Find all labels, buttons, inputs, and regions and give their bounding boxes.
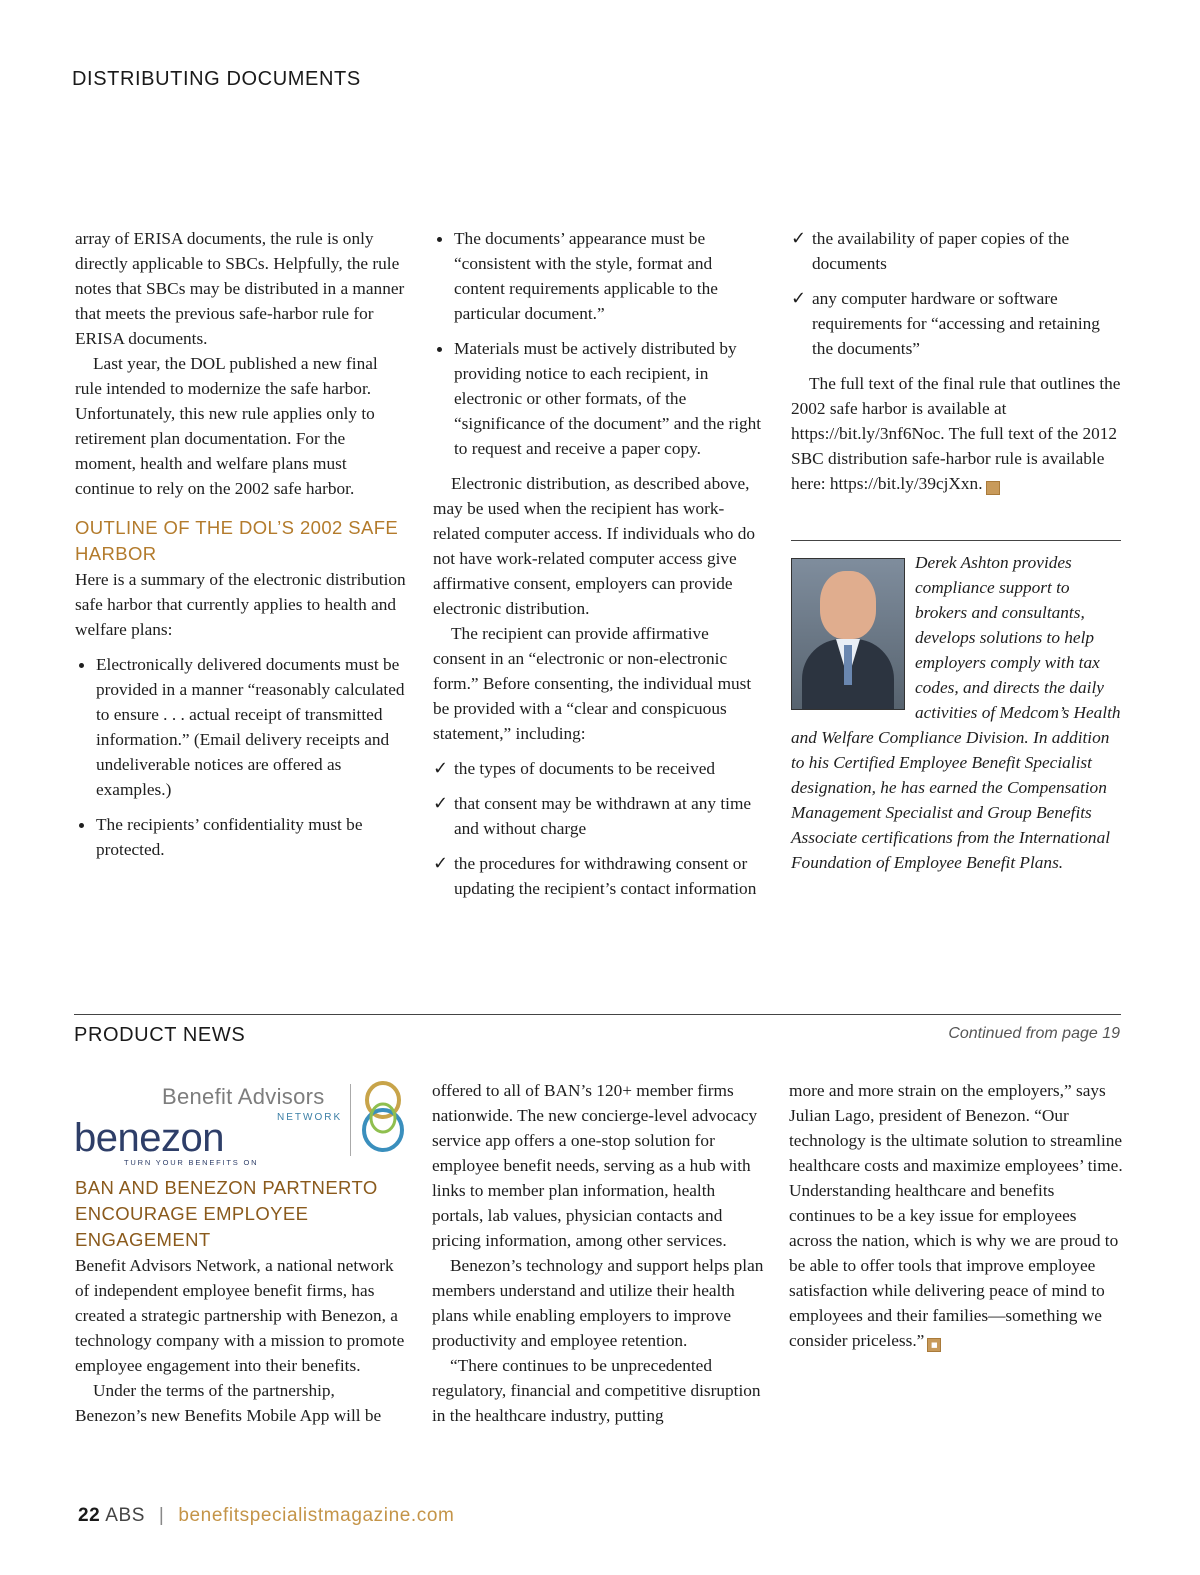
list-item: Materials must be actively distributed by providing notice to each recipient, in electronic or other formats, of the “significance of the document” and the right to request and receive a paper copy. — [433, 336, 765, 461]
checkmark-icon: ✓ — [433, 853, 449, 874]
divider — [791, 540, 1121, 541]
ban-logo-network: NETWORK — [277, 1112, 343, 1123]
list-item: The recipients’ confidentiality must be protected. — [75, 812, 407, 862]
bullet-list — [433, 226, 765, 461]
page-number: 22 — [78, 1505, 101, 1526]
checklist-item: ✓ the availability of paper copies of the documents — [791, 228, 1070, 273]
ban-infinity-icon — [358, 1078, 408, 1154]
divider — [350, 1084, 351, 1156]
website-link[interactable]: benefitspecialistmagazine.com — [178, 1505, 455, 1526]
list-item: The documents’ appearance must be “consistent with the style, format and content requirements applicable to the particular document.” — [433, 226, 765, 326]
checklist-item: ✓ any computer hardware or software requirements for “accessing and retaining the documents” — [791, 288, 1100, 358]
section-title: DISTRIBUTING DOCUMENTS — [72, 68, 361, 90]
author-bio: Derek Ashton provides compliance support to brokers and consultants, develops solutions to help employers comply with tax codes, and directs the daily activities of Medcom’s Health and Welfare Compliance Division. In addition to his Certified Employee Benefit Specialist designation, he has earned the Compensation Management Specialist and Group Benefits Associate certifications from the International Foundation of Employee Benefit Plans. — [791, 553, 1121, 872]
paragraph: Electronic distribution, as described above, may be used when the recipient has work-related computer access. If individuals who do not have work-related computer access give affirmative consent, employers can provide electronic distribution. — [433, 474, 755, 618]
checkmark-icon: ✓ — [433, 758, 449, 779]
article-column-2 — [433, 226, 765, 911]
benezon-logo-text: benezon — [74, 1116, 224, 1160]
news-headline: BAN AND BENEZON PARTNERTO ENCOURAGE EMPLOYEE ENGAGEMENT — [75, 1177, 378, 1250]
news-column-3 — [789, 1078, 1123, 1353]
checklist-item: ✓ that consent may be withdrawn at any time and without charge — [433, 793, 752, 838]
news-column-1 — [75, 1175, 407, 1428]
checklist-item: ✓ the types of documents to be received — [433, 758, 716, 779]
end-mark-icon: ■ — [986, 481, 1000, 495]
paragraph: Benezon’s technology and support helps plan members understand and utilize their health plans while enabling employers to improve productivity and employee retention. — [432, 1256, 764, 1350]
page-footer — [78, 1505, 455, 1527]
benezon-tagline: TURN YOUR BENEFITS ON — [124, 1158, 259, 1167]
checkmark-icon: ✓ — [791, 228, 807, 249]
list-item: Electronically delivered documents must be provided in a manner “reasonably calculated to ensure . . . actual receipt of transmitted information.” (Email delivery receipts and undeliverable notices are offered as examples.) — [75, 652, 407, 802]
end-mark-icon: ■ — [927, 1338, 941, 1352]
article-column-1 — [75, 226, 407, 872]
news-column-2 — [432, 1078, 764, 1428]
paragraph: Here is a summary of the electronic distribution safe harbor that currently applies to health and welfare plans: — [75, 570, 406, 639]
paragraph: array of ERISA documents, the rule is only directly applicable to SBCs. Helpfully, the rule notes that SBCs may be distributed in a manner that meets the previous safe-harbor rule for ERISA documents. — [75, 229, 405, 348]
paragraph: “There continues to be unprecedented regulatory, financial and competitive disruption in the healthcare industry, putting — [432, 1356, 761, 1425]
paragraph: Under the terms of the partnership, Benezon’s new Benefits Mobile App will be — [75, 1381, 382, 1425]
partner-logo — [74, 1078, 408, 1172]
paragraph: The recipient can provide affirmative consent in an “electronic or non-electronic form.” Before consenting, the individual must be provided with a “clear and conspicuous statement,” including: — [433, 624, 752, 743]
article-column-3 — [791, 226, 1123, 496]
product-news-title: PRODUCT NEWS — [74, 1024, 246, 1046]
paragraph: offered to all of BAN’s 120+ member firms nationwide. The new concierge-level advocacy service app offers a one-stop solution for employee benefit needs, serving as a hub with links to member plan information, health portals, lab values, physician contacts and pricing information, among other services. — [432, 1081, 758, 1250]
footer-separator: | — [158, 1505, 165, 1526]
divider — [74, 1014, 1121, 1015]
paragraph: more and more strain on the employers,” says Julian Lago, president of Benezon. “Our technology is the ultimate solution to streamline healthcare costs and maximize employees’ time. Understanding healthcare and benefits continues to be a key issue for employees across the nation, which is why we are proud to be able to offer tools that improve employee satisfaction while delivering peace of mind to employees and their families—something we consider priceless.” ■ — [789, 1081, 1123, 1350]
subheading: OUTLINE OF THE DOL’S 2002 SAFE HARBOR — [75, 517, 399, 564]
checkmark-icon: ✓ — [433, 793, 449, 814]
paragraph: The full text of the final rule that outlines the 2002 safe harbor is available at https://bit.ly/3nf6Noc. The full text of the 2012 SBC distribution safe-harbor rule is available here: https://bit.ly/39cjXxn. ■ — [791, 374, 1121, 493]
ban-logo-text: Benefit Advisors — [162, 1084, 325, 1109]
checkmark-icon: ✓ — [791, 288, 807, 309]
paragraph: Benefit Advisors Network, a national network of independent employee benefit firms, has created a strategic partnership with Benezon, a technology company with a mission to promote employee engagement into their benefits. — [75, 1256, 405, 1375]
paragraph: Last year, the DOL published a new final rule intended to modernize the safe harbor. Unfortunately, this new rule applies only to retirement plan documentation. For the moment, health and welfare plans must continue to rely on the 2002 safe harbor. — [75, 354, 378, 498]
bullet-list — [75, 652, 407, 862]
continued-note: Continued from page 19 — [948, 1025, 1120, 1042]
checklist — [791, 226, 1123, 361]
checklist — [433, 756, 765, 901]
checklist-item: ✓ the procedures for withdrawing consent or updating the recipient’s contact information — [433, 853, 757, 898]
magazine-name: ABS — [105, 1505, 146, 1526]
